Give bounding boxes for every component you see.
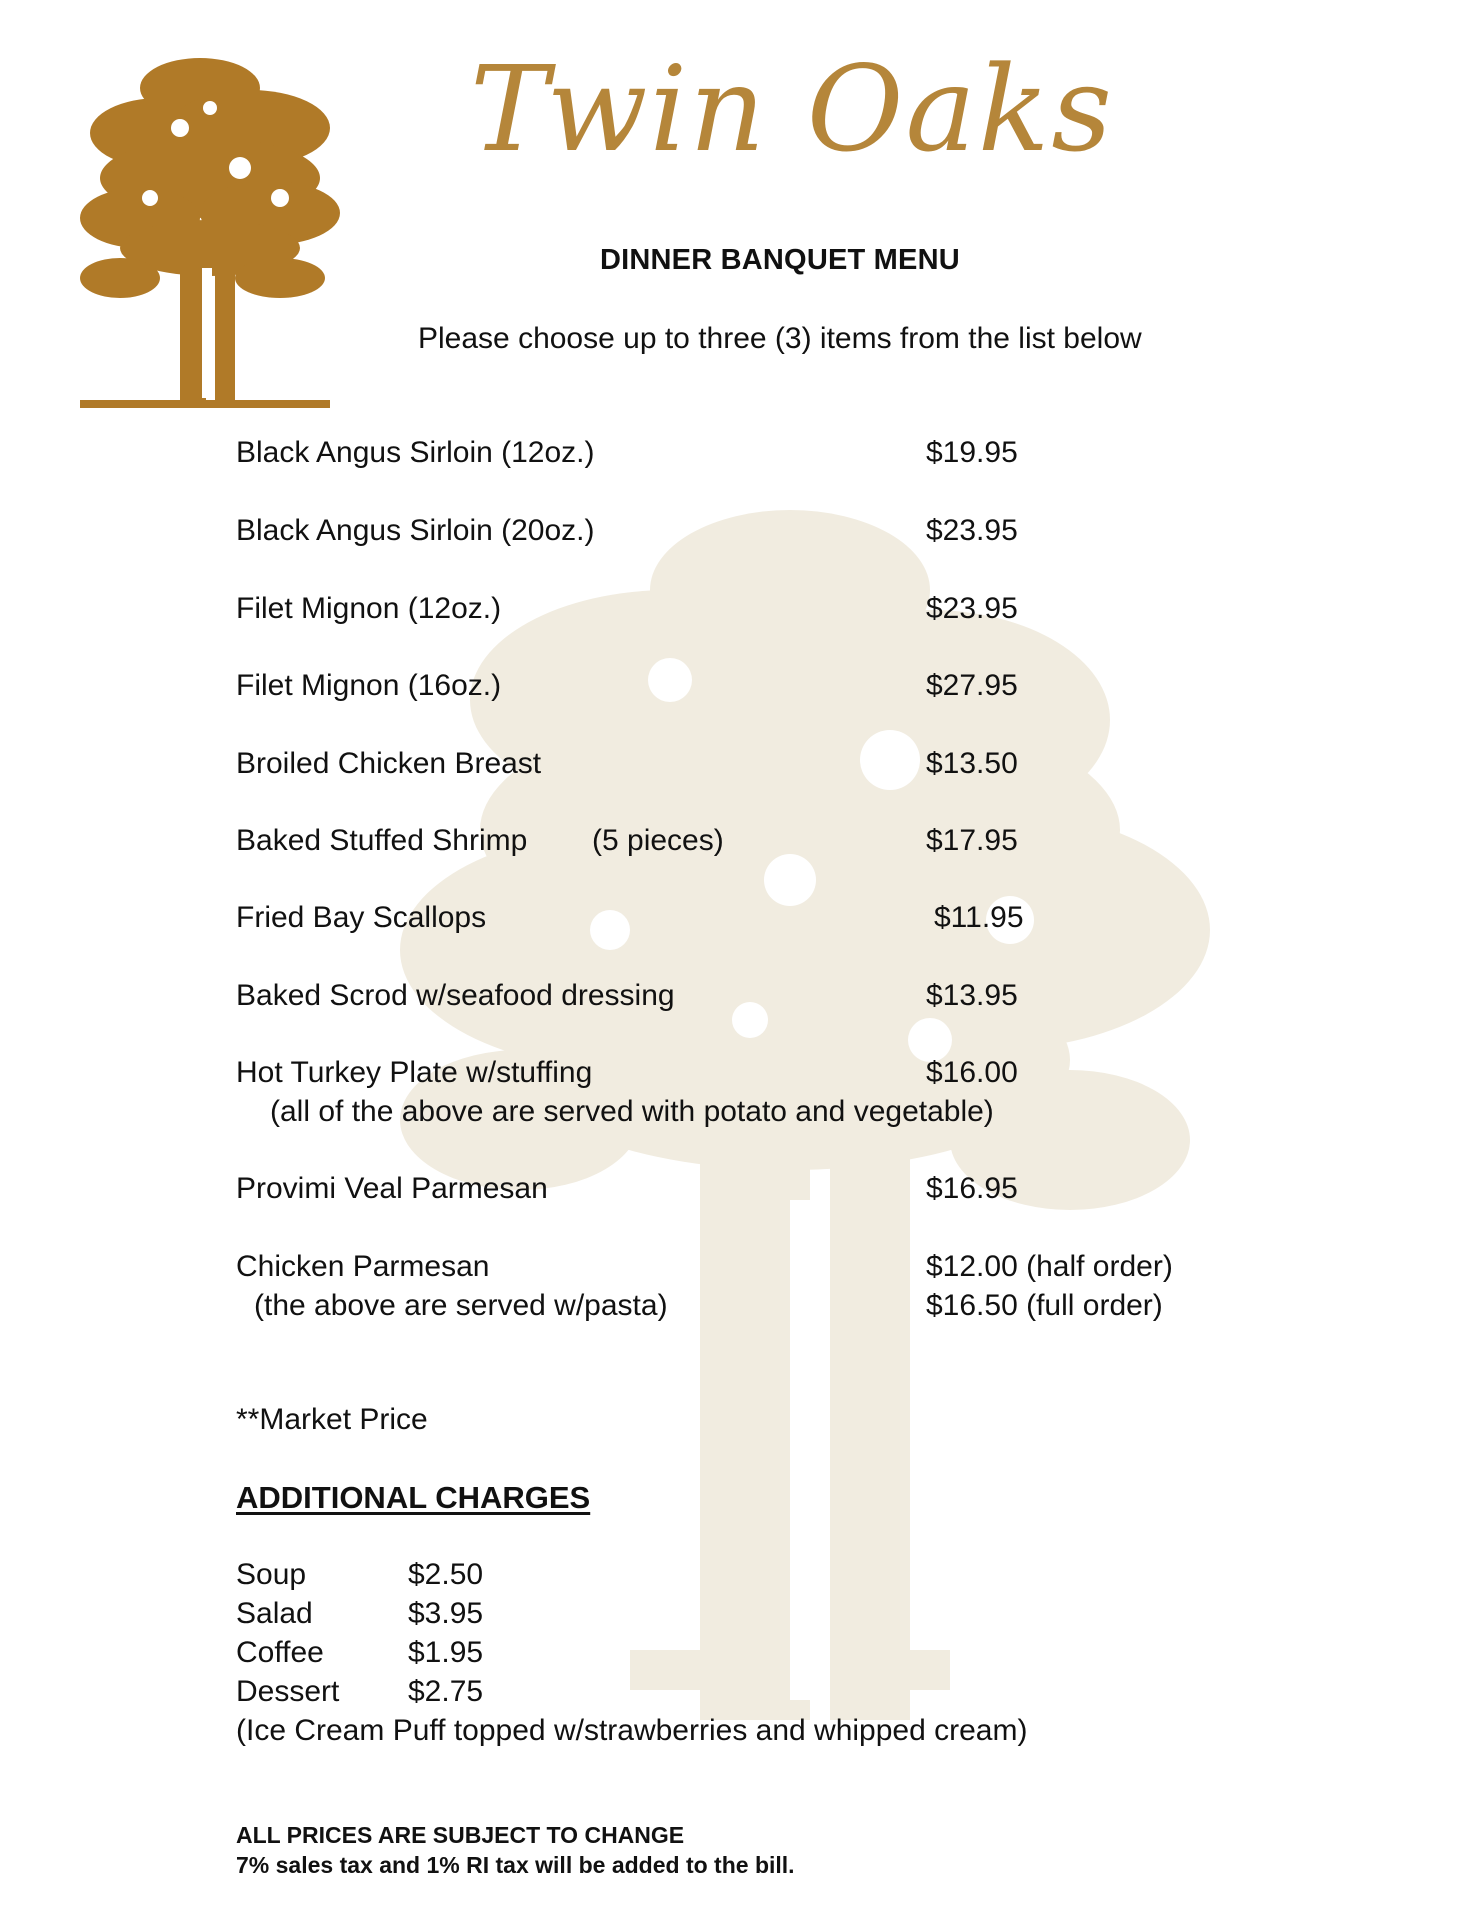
menu-item-name: Hot Turkey Plate w/stuffing	[236, 1056, 593, 1089]
menu-item-price: $13.95	[926, 979, 1018, 1012]
menu-item-name: Filet Mignon (16oz.)	[236, 669, 502, 702]
menu-item-name: Broiled Chicken Breast	[236, 747, 542, 780]
menu-item-price: $13.50	[926, 747, 1018, 780]
charge-label: Coffee	[236, 1636, 324, 1669]
menu-item-price: $17.95	[926, 824, 1018, 857]
menu-note-pasta: (the above are served w/pasta)	[254, 1289, 668, 1322]
oak-tree-logo	[80, 48, 360, 428]
brand-logo-script: Twin Oaks	[470, 40, 1114, 178]
menu-item-detail: (5 pieces)	[592, 824, 724, 857]
charge-price: $2.50	[408, 1558, 484, 1591]
menu-item-name: Baked Scrod w/seafood dressing	[236, 979, 675, 1012]
additional-charges-heading: ADDITIONAL CHARGES	[236, 1480, 591, 1515]
menu-item-name: Provimi Veal Parmesan	[236, 1172, 548, 1205]
menu-item-name: Black Angus Sirloin (12oz.)	[236, 436, 595, 469]
charge-price: $2.75	[408, 1675, 484, 1708]
menu-item-price: $27.95	[926, 669, 1018, 702]
dessert-note: (Ice Cream Puff topped w/strawberries and whipped cream)	[236, 1714, 1028, 1747]
footer-tax-notice: 7% sales tax and 1% RI tax will be added to the bill.	[236, 1852, 795, 1878]
menu-item-price-full: $16.50 (full order)	[926, 1289, 1163, 1322]
menu-note-potato: (all of the above are served with potato and vegetable)	[270, 1095, 994, 1128]
menu-subtitle: Please choose up to three (3) items from the list below	[418, 322, 1142, 355]
menu-item-price: $11.95	[934, 901, 1024, 934]
market-price-note: **Market Price	[236, 1403, 428, 1436]
footer-price-notice: ALL PRICES ARE SUBJECT TO CHANGE	[236, 1822, 685, 1848]
charge-label: Dessert	[236, 1675, 340, 1708]
charge-price: $3.95	[408, 1597, 484, 1630]
menu-item-name: Filet Mignon (12oz.)	[236, 592, 502, 625]
menu-item-price: $12.00 (half order)	[926, 1250, 1173, 1283]
menu-title: DINNER BANQUET MENU	[600, 244, 960, 276]
menu-item-price: $16.95	[926, 1172, 1018, 1205]
charge-price: $1.95	[408, 1636, 484, 1669]
menu-item-name: Fried Bay Scallops	[236, 901, 487, 934]
charge-label: Soup	[236, 1558, 307, 1591]
menu-item-name: Chicken Parmesan	[236, 1250, 490, 1283]
menu-item-price: $16.00	[926, 1056, 1018, 1089]
menu-item-name: Black Angus Sirloin (20oz.)	[236, 514, 595, 547]
menu-item-price: $19.95	[926, 436, 1018, 469]
menu-item-price: $23.95	[926, 592, 1018, 625]
menu-item-name: Baked Stuffed Shrimp	[236, 824, 528, 857]
charge-label: Salad	[236, 1597, 313, 1630]
menu-item-price: $23.95	[926, 514, 1018, 547]
